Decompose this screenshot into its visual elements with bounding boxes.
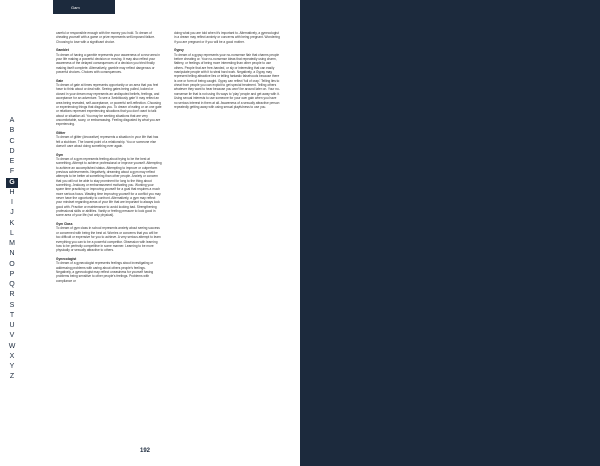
- alphabet-letter-i[interactable]: I: [11, 199, 13, 206]
- alphabet-letter-f[interactable]: F: [9, 168, 15, 176]
- entry-term: Gypsy: [174, 48, 184, 53]
- entry-text: To dream of a gynecologist represents feelings about investigating or addressing problems with caring about others people's feelings. Negatively, a gynecologist may reflect uneasiness for yourself having problems being sensitive to other people's feelings. Problems with compliance or: [56, 261, 154, 283]
- entry-text: To dream of a gym represents feeling about trying to be the best at something. Attempt to achieve professional or improve yourself. Attempting to achieve an accomplished status. Attempting to improve or outperform previous achievements. Negatively, dreaming about a gym may reflect attempts to be better at something than other people. Anxiety or concern that you will not be able to stay prominent for long to the thing about something. Jealousy or embarrassment motivating you. Working your spare time practicing or improving yourself for a goal that requires a much more serious focus. Wasting time improving yourself for a conflict you may never have the opportunity to confront. Alternatively, a gym may reflect your mindset regarding areas of your life that are important to always look good with. Practice or maintenance to avoid looking bad. Strengthening professional skills or abilities. Vanity or feeling pressure to look good in some area of your life (not only physical).: [56, 156, 162, 218]
- alphabet-letter-m[interactable]: M: [9, 240, 15, 247]
- dictionary-entry: [174, 31, 280, 44]
- entry-term: Gamblet: [56, 48, 69, 53]
- entry-text: To dream of glitter (decorative) represents a situation in your life that has felt a stubborn. The lowest point of a relationship. You or someone else doesn't care about doing something ever again.: [56, 135, 159, 148]
- alphabet-letter-c[interactable]: C: [9, 137, 15, 145]
- alphabet-letter-u[interactable]: U: [9, 322, 15, 329]
- page-number: 192: [140, 448, 151, 454]
- entry-term: Glitter: [56, 130, 66, 135]
- alphabet-letter-o[interactable]: O: [9, 260, 15, 268]
- alphabet-letter-y[interactable]: Y: [9, 363, 15, 370]
- alphabet-letter-j[interactable]: J: [10, 209, 14, 217]
- alphabet-letter-w[interactable]: W: [8, 342, 16, 350]
- alphabet-letter-e[interactable]: E: [9, 158, 15, 165]
- dictionary-entry: [56, 79, 162, 127]
- entry-text: To dream of gym class in school represents anxiety about seeing success or concerned with being the best at. Worries or concerns that you will be too difficult or expensive for you to achieve. A very serious attempt to learn everything you can to be a powerful competitor. Obsession with learning how to be perfectly competitive in some manner. Learning to be more physically or sexually attractive to others.: [56, 226, 161, 253]
- entry-term: Gym: [56, 152, 64, 157]
- dictionary-entry: [56, 48, 162, 74]
- alphabet-letter-t[interactable]: T: [9, 311, 15, 319]
- entry-text: careful or responsible enough with the money you hold. To dream of cheating yourself with a game or prize represents self-imposed failure. Choosing to lose with a significant choice.: [56, 31, 156, 44]
- dictionary-entry: [56, 131, 162, 148]
- alphabet-letter-x[interactable]: X: [9, 352, 15, 360]
- alphabet-letter-a[interactable]: A: [9, 117, 15, 124]
- alphabet-letter-k[interactable]: K: [9, 219, 15, 227]
- section-header-label: Gam: [71, 4, 80, 10]
- alphabet-letter-l[interactable]: L: [10, 229, 14, 237]
- entry-term: Gym Class: [56, 222, 73, 227]
- alphabet-letter-h[interactable]: H: [9, 188, 15, 196]
- section-header-tab: [53, 0, 115, 14]
- alphabet-letter-g[interactable]: G: [6, 178, 18, 188]
- alphabet-letter-n[interactable]: N: [9, 250, 15, 258]
- entry-text: To dream of having a gamble represents your awareness of a new area in your life making a powerful decision or moving. It may also reflect your awareness of the delayed consequences of a decision you tried finally making itself complete. Alternatively, gamble may reflect dangerous or powerful choices. Choices with consequences.: [56, 52, 161, 75]
- dictionary-entry: [56, 257, 162, 283]
- alphabet-letter-b[interactable]: B: [9, 127, 15, 135]
- dictionary-entry: [56, 222, 162, 252]
- right-column: [174, 31, 280, 114]
- dictionary-entry: [174, 48, 280, 109]
- dictionary-entry: [56, 31, 162, 44]
- alphabet-letter-q[interactable]: Q: [9, 281, 15, 288]
- left-column: [56, 31, 162, 287]
- alphabet-letter-z[interactable]: Z: [9, 373, 15, 381]
- entry-term: Gynecologist: [56, 256, 77, 261]
- dictionary-entry: [56, 153, 162, 218]
- entry-text: To dream of a gypsy represents your no-nonsense flair that charms people before cheating or. Your no-nonsense ideas that repeatedly using charm, flattery, or feelings of being more interesting than other people to use others. People that are free-handed, or sly or interesting that can easily manipulate people with it to steal hard work. Negatively, a Gypsy may represent telling attractive lies or telling fantastic falsehoods because there is one or form of being caught. Gypsy can reflect 'full of crap.' Telling lies to cheat from people you can exploit to get special treatment. Telling others whatever they want to hear because you won't be around later on. Your no-nonsense lie that is not using it's ways to 'play' people and get away with it. Using sexual interests to use someone for your own gain when you have no serious interest in them at all. Awareness of a sexually attractive person repeatedly getting away with using sexual playfulness to use you.: [174, 52, 280, 109]
- entry-text: To dream of gate at times represents opportunity or an area that you feel have to think about or deal with. Seeing gates being pulled, locked or closed in your dream may represents an undisputed beliefs, feelings, and acceptance for an adventure. To see a 'Ambitiously gate' it may reflect an area being revealed, self-acceptance, or powerful self-reflection. Choosing or experiencing things that disgusts you. To dream of eating or on one gate or relations represent experiencing situations that you don't want to talk about or situation all. You may be seeking situations that are very uncomfortable, scary, or embarrassing. Feeling disgusted by what you are experiencing.: [56, 83, 162, 127]
- alphabet-letter-v[interactable]: V: [9, 332, 15, 340]
- alphabet-index: [6, 116, 18, 383]
- alphabet-letter-s[interactable]: S: [9, 301, 15, 309]
- entry-term: Gate: [56, 78, 64, 83]
- alphabet-letter-p[interactable]: P: [9, 270, 15, 278]
- dark-panel: [300, 0, 600, 466]
- alphabet-letter-r[interactable]: R: [9, 291, 15, 299]
- entry-text: doing what you are told when it's important to. Alternatively, a gynecologist in a dream may reflect anxiety or concerns with being pregnant. Wondering if you are pregnant or if you will be a good mother.: [174, 31, 280, 44]
- alphabet-letter-d[interactable]: D: [9, 147, 15, 155]
